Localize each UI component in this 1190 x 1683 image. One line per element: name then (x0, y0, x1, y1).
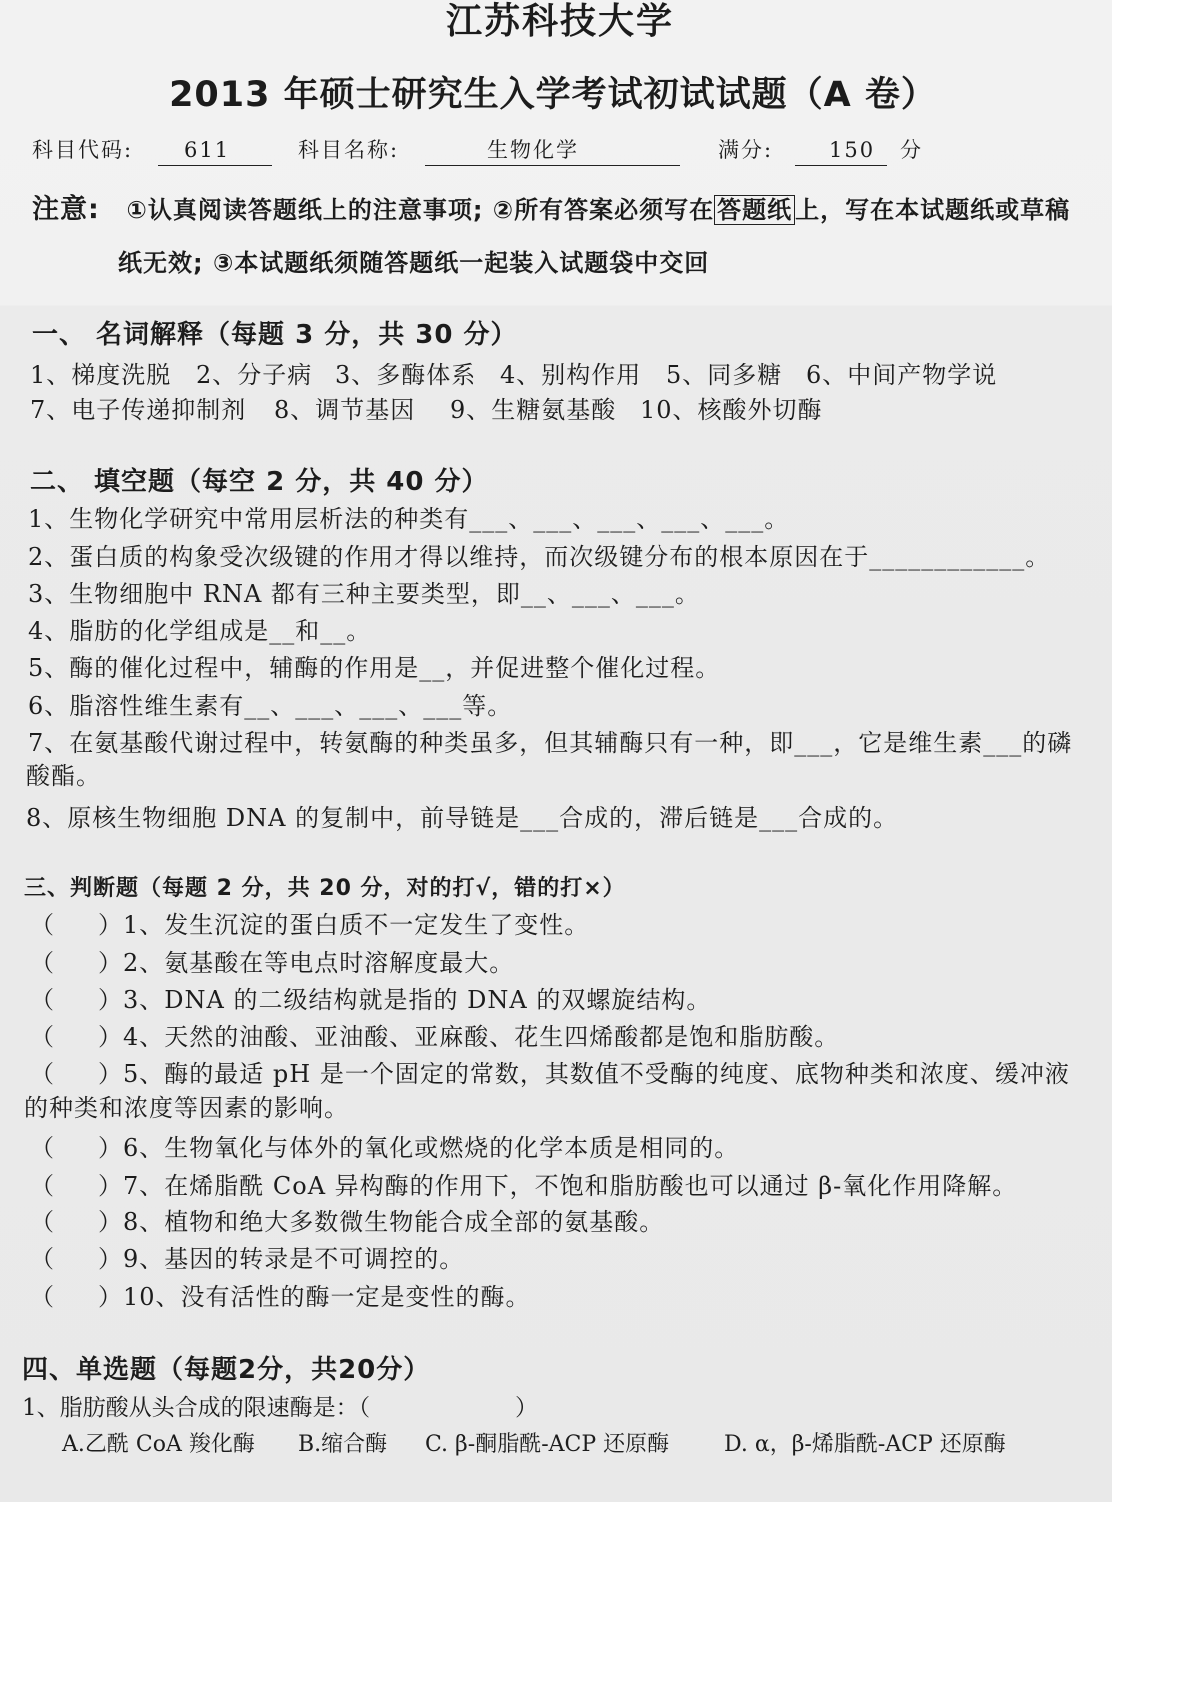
term-item: 10、核酸外切酶 (640, 396, 823, 424)
full-score-unit: 分 (900, 138, 923, 162)
answer-paren-close: ） (98, 986, 123, 1014)
item-text: 酶的最适 pH 是一个固定的常数，其数值不受酶的纯度、底物种类和浓度、缓冲液 (164, 1060, 1070, 1088)
section4-title: 四、单选题（每题2分，共20分） (22, 1355, 431, 1385)
answer-paren-open: （ (30, 949, 55, 977)
notice-label: 注意: (32, 194, 100, 225)
full-score-field (795, 135, 887, 166)
subject-name-field (425, 135, 680, 166)
answer-paren-close: ） (98, 1283, 123, 1311)
answer-paren-open: （ (30, 1283, 55, 1311)
item-text: 在烯脂酰 CoA 异构酶的作用下，不饱和脂肪酸也可以通过 β-氧化作用降解。 (164, 1172, 1018, 1200)
fill-question: 3、生物细胞中 RNA 都有三种主要类型，即__、___、___。 (28, 580, 700, 608)
item-number: 2、 (123, 949, 165, 977)
exam-info-row (0, 135, 1110, 167)
judge-item (0, 1280, 1110, 1314)
option-a: A.乙酰 CoA 羧化酶 (62, 1432, 255, 1457)
school-name: 江苏科技大学 (445, 1, 674, 42)
term-item: 1、梯度洗脱 (30, 361, 172, 389)
section1-title: 一、 名词解释（每题 3 分，共 30 分） (32, 320, 518, 350)
answer-paren-open: （ (30, 911, 55, 939)
notice-text-a: ①认真阅读答题纸上的注意事项; ②所有答案必须写在 (126, 196, 715, 224)
fill-question: 6、脂溶性维生素有__、___、___、___等。 (28, 692, 513, 720)
choice-options (0, 1428, 1110, 1462)
answer-paren-close: ） (98, 1172, 123, 1200)
answer-paren-open: （ (30, 1208, 55, 1236)
answer-paren-close: ） (98, 1245, 123, 1273)
section1-terms-row-1 (0, 358, 1110, 392)
notice-line-1 (32, 192, 1070, 228)
item-number: 6、 (123, 1134, 165, 1162)
subject-name-value: 生物化学 (425, 135, 680, 166)
answer-paren-open: （ (30, 1245, 55, 1273)
subject-code-value: 611 (158, 135, 272, 166)
answer-paren-close: ） (98, 1060, 123, 1088)
term-item: 8、调节基因 (274, 396, 416, 424)
option-b: B.缩合酶 (298, 1432, 388, 1457)
option-d: D. α，β-烯脂酰-ACP 还原酶 (724, 1432, 1006, 1457)
item-text: 植物和绝大多数微生物能合成全部的氨基酸。 (164, 1208, 665, 1236)
choice-question (0, 1391, 1110, 1425)
full-score-label: 满分: (718, 138, 774, 162)
item-number: 9、 (123, 1245, 165, 1273)
subject-code-label: 科目代码: (32, 138, 134, 162)
answer-paren-open: （ (30, 986, 55, 1014)
answer-paren-close: ） (515, 1395, 538, 1421)
notice-text-b: 上，写在本试题纸或草稿 (795, 196, 1071, 224)
fill-question: 8、原核生物细胞 DNA 的复制中，前导链是___合成的，滞后链是___合成的。 (26, 804, 899, 832)
item-text: 生物氧化与体外的氧化或燃烧的化学本质是相同的。 (164, 1134, 740, 1162)
answer-paren-open: （ (30, 1023, 55, 1051)
fill-question: 1、生物化学研究中常用层析法的种类有___、___、___、___、___。 (28, 505, 790, 533)
judge-item (0, 1205, 1110, 1239)
answer-paren-open: （ (30, 1172, 55, 1200)
term-item: 5、同多糖 (666, 361, 783, 389)
item-number: 8、 (123, 1208, 165, 1236)
section1-terms-row-2 (0, 393, 1110, 427)
judge-item (0, 1057, 1110, 1091)
answer-paren-close: ） (98, 911, 123, 939)
term-item: 4、别构作用 (500, 361, 642, 389)
judge-item (0, 1169, 1110, 1203)
item-number: 10、 (123, 1283, 181, 1311)
judge-item (0, 1242, 1110, 1276)
judge-item (0, 1131, 1110, 1165)
term-item: 9、生糖氨基酸 (450, 396, 617, 424)
judge-item (0, 1020, 1110, 1054)
item-text: DNA 的二级结构就是指的 DNA 的双螺旋结构。 (164, 986, 712, 1014)
term-item: 3、多酶体系 (335, 361, 477, 389)
fill-question-continuation: 酸酯。 (26, 762, 101, 790)
subject-code-field (158, 135, 272, 166)
notice-line-2: 纸无效; ③本试题纸须随答题纸一起装入试题袋中交回 (118, 249, 710, 277)
fill-question: 2、蛋白质的构象受次级键的作用才得以维持，而次级键分布的根本原因在于____________。 (28, 543, 1051, 571)
notice-boxed-answer-sheet: 答题纸 (714, 195, 795, 225)
answer-paren-open: （ (30, 1134, 55, 1162)
answer-paren-open: （ (30, 1060, 55, 1088)
answer-paren-close: ） (98, 1023, 123, 1051)
answer-paren-close: ） (98, 1134, 123, 1162)
question-text: 1、脂肪酸从头合成的限速酶是：（ (22, 1395, 371, 1421)
full-score-value: 150 (795, 135, 887, 166)
answer-paren-close: ） (98, 949, 123, 977)
judge-item (0, 946, 1110, 980)
fill-question: 4、脂肪的化学组成是__和__。 (28, 617, 372, 645)
term-item: 2、分子病 (196, 361, 313, 389)
subject-name-label: 科目名称: (298, 138, 400, 162)
judge-item (0, 983, 1110, 1017)
item-number: 1、 (123, 911, 165, 939)
item-number: 4、 (123, 1023, 165, 1051)
term-item: 7、电子传递抑制剂 (30, 396, 247, 424)
fill-question: 5、酶的催化过程中，辅酶的作用是__，并促进整个催化过程。 (28, 654, 721, 682)
item-number: 5、 (123, 1060, 165, 1088)
item-text: 发生沉淀的蛋白质不一定发生了变性。 (164, 911, 590, 939)
option-c: C. β-酮脂酰-ACP 还原酶 (425, 1432, 670, 1457)
judge-item (0, 908, 1110, 942)
section2-title: 二、 填空题（每空 2 分，共 40 分） (30, 467, 489, 497)
item-text: 氨基酸在等电点时溶解度最大。 (164, 949, 515, 977)
item-text: 没有活性的酶一定是变性的酶。 (180, 1283, 531, 1311)
item-text: 天然的油酸、亚油酸、亚麻酸、花生四烯酸都是饱和脂肪酸。 (164, 1023, 840, 1051)
term-item: 6、中间产物学说 (806, 361, 998, 389)
item-number: 3、 (123, 986, 165, 1014)
exam-title: 2013 年硕士研究生入学考试初试试题（A 卷） (169, 75, 937, 115)
section3-title: 三、判断题（每题 2 分，共 20 分，对的打√，错的打×） (24, 876, 626, 901)
fill-question: 7、在氨基酸代谢过程中，转氨酶的种类虽多，但其辅酶只有一种，即___，它是维生素___的磷 (28, 729, 1073, 757)
item-number: 7、 (123, 1172, 165, 1200)
answer-paren-close: ） (98, 1208, 123, 1236)
judge-item-continuation: 的种类和浓度等因素的影响。 (24, 1094, 349, 1122)
item-text: 基因的转录是不可调控的。 (164, 1245, 465, 1273)
